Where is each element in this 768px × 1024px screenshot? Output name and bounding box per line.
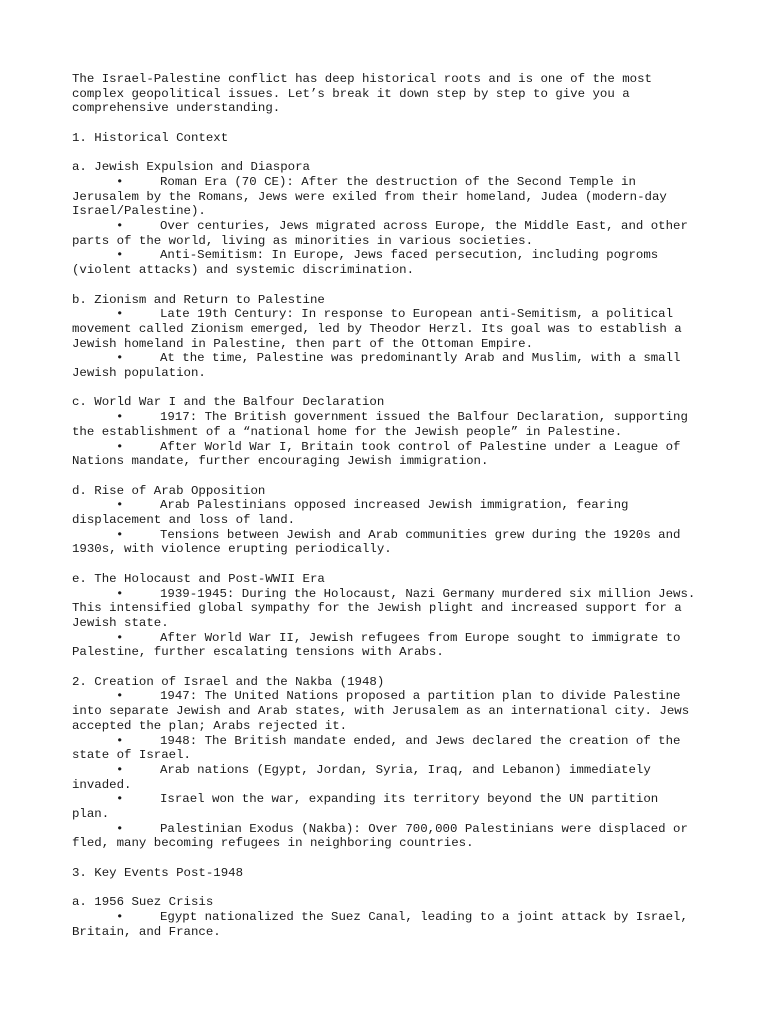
bullet-item bbox=[72, 307, 702, 351]
bullet-text: Tensions between Jewish and Arab communities grew during the 1920s and 1930s, with violence erupting periodically. bbox=[72, 527, 688, 557]
bullet-item bbox=[72, 498, 702, 527]
bullet-mark: • bbox=[116, 498, 124, 513]
bullet-item bbox=[72, 910, 702, 939]
bullet-item bbox=[72, 587, 702, 631]
bullet-text: After World War II, Jewish refugees from Europe sought to immigrate to Palestine, further escalating tensions with Arabs. bbox=[72, 630, 688, 660]
bullet-mark: • bbox=[116, 219, 124, 233]
bullet-text: Roman Era (70 CE): After the destruction of the Second Temple in Jerusalem by the Romans, Jews were exiled from their homeland, Judea (modern-day Israel/Palestine). bbox=[72, 174, 675, 219]
bullet-text: 1947: The United Nations proposed a partition plan to divide Palestine into separate Jewish and Arab states, with Jerusalem as an international city. Jews accepted the plan; Arabs rejected it. bbox=[72, 689, 697, 733]
section-title: c. World War I and the Balfour Declaration bbox=[72, 395, 385, 410]
section-arab-opposition bbox=[72, 484, 702, 558]
bullet-text: 1948: The British mandate ended, and Jews declared the creation of the state of Israel. bbox=[72, 733, 688, 763]
bullet-item bbox=[72, 763, 702, 792]
section-jewish-expulsion bbox=[72, 160, 702, 278]
section-title: a. 1956 Suez Crisis bbox=[72, 895, 214, 910]
bullet-mark: • bbox=[116, 733, 124, 748]
bullet-mark: • bbox=[116, 410, 124, 425]
bullet-text: Egypt nationalized the Suez Canal, leading to a joint attack by Israel, Britain, and France. bbox=[72, 909, 696, 939]
section-balfour bbox=[72, 395, 702, 469]
section-title: e. The Holocaust and Post-WWII Era bbox=[72, 571, 325, 586]
bullet-mark: • bbox=[116, 792, 124, 807]
bullet-mark: • bbox=[116, 762, 124, 777]
bullet-item bbox=[72, 734, 702, 763]
bullet-mark: • bbox=[116, 586, 124, 601]
bullet-text: 1939-1945: During the Holocaust, Nazi Germany murdered six million Jews. This intensified global sympathy for the Jewish plight and increased support for a Jewish state. bbox=[72, 586, 703, 630]
bullet-text: After World War I, Britain took control of Palestine under a League of Nations mandate, further encouraging Jewish immigration. bbox=[72, 439, 688, 469]
bullet-mark: • bbox=[116, 630, 124, 645]
bullet-item bbox=[72, 175, 702, 219]
bullet-item bbox=[72, 248, 702, 277]
section-suez-crisis bbox=[72, 895, 702, 939]
section-title: 2. Creation of Israel and the Nakba (1948) bbox=[72, 674, 385, 689]
bullet-mark: • bbox=[116, 821, 124, 836]
bullet-mark: • bbox=[116, 307, 124, 322]
bullet-text: Over centuries, Jews migrated across Europe, the Middle East, and other parts of the world, living as minorities in various societies. bbox=[72, 219, 696, 248]
intro-paragraph: The Israel-Palestine conflict has deep historical roots and is one of the most complex geopolitical issues. Let’s break it down step by step to give you a comprehensive understanding. bbox=[72, 72, 660, 116]
bullet-item bbox=[72, 689, 702, 733]
bullet-text: Anti-Semitism: In Europe, Jews faced persecution, including pogroms (violent attacks) and systemic discrimination. bbox=[72, 248, 666, 278]
bullet-mark: • bbox=[116, 527, 124, 542]
section-title: b. Zionism and Return to Palestine bbox=[72, 292, 325, 307]
section-holocaust bbox=[72, 572, 702, 660]
bullet-item bbox=[72, 410, 702, 439]
bullet-mark: • bbox=[116, 909, 124, 924]
section-zionism bbox=[72, 293, 702, 381]
heading-historical-context: 1. Historical Context bbox=[72, 130, 229, 145]
bullet-text: Israel won the war, expanding its territory beyond the UN partition plan. bbox=[72, 792, 666, 822]
bullet-item bbox=[72, 631, 702, 660]
bullet-mark: • bbox=[116, 248, 124, 263]
bullet-item bbox=[72, 528, 702, 557]
section-title: d. Rise of Arab Opposition bbox=[72, 483, 266, 498]
bullet-text: At the time, Palestine was predominantly Arab and Muslim, with a small Jewish population. bbox=[72, 351, 688, 381]
bullet-item bbox=[72, 219, 702, 248]
section-creation-of-israel bbox=[72, 675, 702, 851]
bullet-text: Palestinian Exodus (Nakba): Over 700,000 Palestinians were displaced or fled, many becoming refugees in neighboring countries. bbox=[72, 821, 696, 851]
bullet-mark: • bbox=[116, 351, 124, 366]
document-body bbox=[72, 72, 702, 954]
bullet-text: Arab Palestinians opposed increased Jewish immigration, fearing displacement and loss of land. bbox=[72, 498, 636, 528]
heading-key-events: 3. Key Events Post-1948 bbox=[72, 865, 244, 880]
bullet-item bbox=[72, 822, 702, 851]
bullet-mark: • bbox=[116, 439, 124, 454]
section-title: a. Jewish Expulsion and Diaspora bbox=[72, 160, 310, 175]
bullet-mark: • bbox=[116, 689, 124, 704]
bullet-item bbox=[72, 351, 702, 380]
bullet-text: Arab nations (Egypt, Jordan, Syria, Iraq, and Lebanon) immediately invaded. bbox=[72, 762, 659, 792]
bullet-item bbox=[72, 440, 702, 469]
bullet-item bbox=[72, 792, 702, 821]
bullet-text: 1917: The British government issued the Balfour Declaration, supporting the establishment of a “national home for the Jewish people” in Palestine. bbox=[72, 410, 696, 439]
bullet-text: Late 19th Century: In response to European anti-Semitism, a political movement called Zionism emerged, led by Theodor Herzl. Its goal was to establish a Jewish homeland in Palestine, then part of the Ottoman Empire. bbox=[72, 307, 690, 351]
bullet-mark: • bbox=[116, 174, 124, 189]
